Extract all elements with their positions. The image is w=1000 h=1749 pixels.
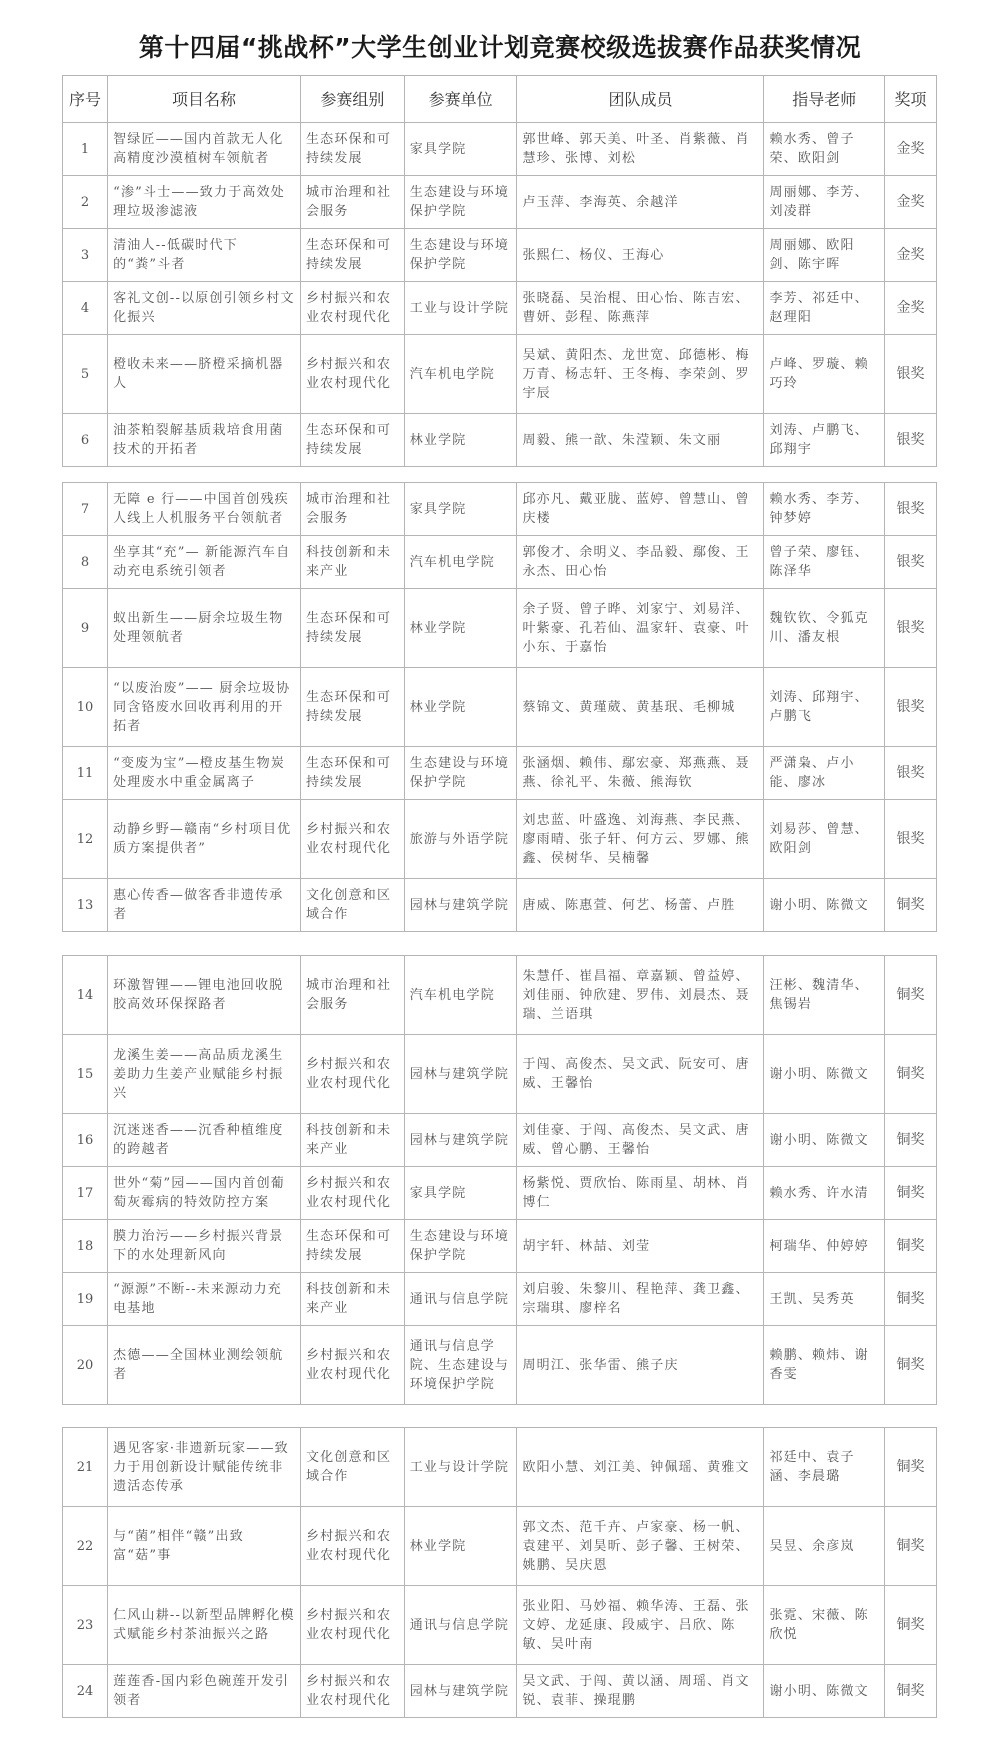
cell-unit: 林业学院 <box>404 1507 517 1586</box>
cell-advisor: 魏钦钦、令狐克川、潘友根 <box>764 589 885 668</box>
cell-advisor: 王凯、吴秀英 <box>764 1273 885 1326</box>
cell-group: 乡村振兴和农业农村现代化 <box>300 1665 404 1718</box>
cell-award: 金奖 <box>885 123 937 176</box>
page-title: 第十四届“挑战杯”大学生创业计划竞赛校级选拔赛作品获奖情况 <box>138 33 862 62</box>
cell-unit: 工业与设计学院 <box>404 1428 517 1507</box>
cell-award: 金奖 <box>885 229 937 282</box>
cell-award: 铜奖 <box>885 1665 937 1718</box>
cell-advisor: 祁廷中、袁子涵、李晨璐 <box>764 1428 885 1507</box>
cell-award: 金奖 <box>885 176 937 229</box>
cell-advisor: 李芳、祁廷中、赵理阳 <box>764 282 885 335</box>
table-row <box>63 1665 937 1718</box>
cell-project-name: 膜力治污——乡村振兴背景下的水处理新风向 <box>108 1220 301 1273</box>
cell-members: 刘忠蓝、叶盛逸、刘海燕、李民燕、廖雨晴、张子轩、何方云、罗娜、熊鑫、侯树华、吴楠馨 <box>517 800 764 879</box>
cell-award: 铜奖 <box>885 956 937 1035</box>
cell-members: 张晓磊、吴治棍、田心怡、陈吉宏、曹妍、彭程、陈燕萍 <box>517 282 764 335</box>
cell-project-name: 动静乡野—赣南“乡村项目优质方案提供者” <box>108 800 301 879</box>
cell-group: 科技创新和未来产业 <box>300 1114 404 1167</box>
cell-advisor: 卢峰、罗璇、赖巧玲 <box>764 335 885 414</box>
awards-table-continued-2 <box>62 955 937 1405</box>
cell-members: 邱亦凡、戴亚胧、蓝婷、曾慧山、曾庆楼 <box>517 483 764 536</box>
cell-project-name: 清油人--低碳时代下的“粪”斗者 <box>108 229 301 282</box>
table-row <box>63 1114 937 1167</box>
cell-award: 金奖 <box>885 282 937 335</box>
cell-advisor: 谢小明、陈微文 <box>764 879 885 932</box>
cell-award: 银奖 <box>885 668 937 747</box>
table-row <box>63 335 937 414</box>
cell-row-index: 3 <box>63 229 108 282</box>
cell-project-name: 惠心传香—做客香非遗传承者 <box>108 879 301 932</box>
cell-award: 铜奖 <box>885 1586 937 1665</box>
cell-advisor: 谢小明、陈微文 <box>764 1114 885 1167</box>
header-index: 序号 <box>63 76 108 123</box>
cell-advisor: 谢小明、陈微文 <box>764 1665 885 1718</box>
cell-unit: 林业学院 <box>404 414 517 467</box>
cell-unit: 通讯与信息学院 <box>404 1273 517 1326</box>
cell-unit: 工业与设计学院 <box>404 282 517 335</box>
cell-project-name: “渗”斗士——致力于高效处理垃圾渗滤液 <box>108 176 301 229</box>
cell-unit: 园林与建筑学院 <box>404 1665 517 1718</box>
cell-advisor: 严潇枭、卢小能、廖冰 <box>764 747 885 800</box>
cell-group: 文化创意和区域合作 <box>300 1428 404 1507</box>
cell-members: 郭文杰、范千卉、卢家豪、杨一帆、袁建平、刘昊昕、彭子馨、王树荣、姚鹏、吴庆恩 <box>517 1507 764 1586</box>
table-row <box>63 282 937 335</box>
cell-unit: 旅游与外语学院 <box>404 800 517 879</box>
cell-members: 郭世峰、郭天美、叶圣、肖紫薇、肖慧珍、张博、刘松 <box>517 123 764 176</box>
cell-members: 张涵烟、赖伟、鄢宏豪、郑燕燕、聂燕、徐礼平、朱薇、熊海钦 <box>517 747 764 800</box>
cell-members: 欧阳小慧、刘江美、钟佩瑶、黄雅文 <box>517 1428 764 1507</box>
cell-project-name: “以废治废”—— 厨余垃圾协同含铬废水回收再利用的开拓者 <box>108 668 301 747</box>
cell-group: 城市治理和社会服务 <box>300 176 404 229</box>
header-group: 参赛组别 <box>300 76 404 123</box>
cell-award: 银奖 <box>885 589 937 668</box>
cell-group: 乡村振兴和农业农村现代化 <box>300 1035 404 1114</box>
table-row <box>63 956 937 1035</box>
cell-advisor: 吴昱、余彦岚 <box>764 1507 885 1586</box>
cell-group: 乡村振兴和农业农村现代化 <box>300 1586 404 1665</box>
cell-members: 张业阳、马妙福、赖华涛、王磊、张文婷、龙延康、段威宇、吕欣、陈敏、吴叶南 <box>517 1586 764 1665</box>
cell-members: 刘佳豪、于闯、高俊杰、吴文武、唐威、曾心鹏、王馨怡 <box>517 1114 764 1167</box>
cell-members: 周明江、张华雷、熊子庆 <box>517 1326 764 1405</box>
table-row <box>63 668 937 747</box>
cell-award: 银奖 <box>885 800 937 879</box>
table-row <box>63 879 937 932</box>
cell-advisor: 赖水秀、曾子荣、欧阳剑 <box>764 123 885 176</box>
awards-table-continued-1 <box>62 482 937 932</box>
cell-members: 朱慧仟、崔昌福、章嘉颖、曾益婷、刘佳丽、钟欣建、罗伟、刘晨杰、聂瑞、兰语琪 <box>517 956 764 1035</box>
cell-project-name: 智绿匠——国内首款无人化高精度沙漠植树车领航者 <box>108 123 301 176</box>
cell-group: 城市治理和社会服务 <box>300 956 404 1035</box>
cell-row-index: 15 <box>63 1035 108 1114</box>
cell-group: 生态环保和可持续发展 <box>300 414 404 467</box>
table-row <box>63 1273 937 1326</box>
cell-row-index: 4 <box>63 282 108 335</box>
cell-award: 铜奖 <box>885 1273 937 1326</box>
table-row <box>63 1167 937 1220</box>
cell-unit: 园林与建筑学院 <box>404 1035 517 1114</box>
cell-award: 铜奖 <box>885 1220 937 1273</box>
cell-project-name: 仁风山耕--以新型品牌孵化模式赋能乡村茶油振兴之路 <box>108 1586 301 1665</box>
cell-advisor: 刘涛、邱翔宇、卢鹏飞 <box>764 668 885 747</box>
cell-group: 乡村振兴和农业农村现代化 <box>300 282 404 335</box>
cell-row-index: 22 <box>63 1507 108 1586</box>
cell-row-index: 13 <box>63 879 108 932</box>
cell-group: 生态环保和可持续发展 <box>300 668 404 747</box>
cell-members: 唐威、陈惠萱、何艺、杨蕾、卢胜 <box>517 879 764 932</box>
cell-unit: 生态建设与环境保护学院 <box>404 1220 517 1273</box>
cell-members: 吴斌、黄阳杰、龙世宽、邱德彬、梅万青、杨志轩、王冬梅、李荣剑、罗宇辰 <box>517 335 764 414</box>
header-advisor: 指导老师 <box>764 76 885 123</box>
cell-project-name: “源源”不断--未来源动力充电基地 <box>108 1273 301 1326</box>
cell-members: 卢玉萍、李海英、余越洋 <box>517 176 764 229</box>
cell-project-name: “变废为宝”—橙皮基生物炭处理废水中重金属离子 <box>108 747 301 800</box>
cell-advisor: 柯瑞华、仲婷婷 <box>764 1220 885 1273</box>
cell-row-index: 7 <box>63 483 108 536</box>
cell-row-index: 19 <box>63 1273 108 1326</box>
table-row <box>63 747 937 800</box>
cell-row-index: 1 <box>63 123 108 176</box>
table-header-row <box>63 76 937 123</box>
cell-group: 生态环保和可持续发展 <box>300 123 404 176</box>
cell-project-name: 龙溪生姜——高品质龙溪生姜助力生姜产业赋能乡村振兴 <box>108 1035 301 1114</box>
cell-advisor: 张霓、宋薇、陈欣悦 <box>764 1586 885 1665</box>
cell-project-name: 油茶粕裂解基质栽培食用菌技术的开拓者 <box>108 414 301 467</box>
cell-members: 胡宇轩、林喆、刘莹 <box>517 1220 764 1273</box>
cell-unit: 园林与建筑学院 <box>404 879 517 932</box>
cell-award: 铜奖 <box>885 879 937 932</box>
cell-group: 乡村振兴和农业农村现代化 <box>300 1167 404 1220</box>
cell-project-name: 世外“菊”园——国内首创葡萄灰霉病的特效防控方案 <box>108 1167 301 1220</box>
cell-members: 吴文武、于闯、黄以涵、周瑶、肖文锐、袁菲、操琨鹏 <box>517 1665 764 1718</box>
cell-row-index: 10 <box>63 668 108 747</box>
cell-project-name: 蚁出新生——厨余垃圾生物处理领航者 <box>108 589 301 668</box>
cell-unit: 生态建设与环境保护学院 <box>404 229 517 282</box>
table-row <box>63 1220 937 1273</box>
table-row <box>63 229 937 282</box>
cell-award: 铜奖 <box>885 1326 937 1405</box>
cell-unit: 生态建设与环境保护学院 <box>404 176 517 229</box>
cell-unit: 林业学院 <box>404 668 517 747</box>
cell-group: 生态环保和可持续发展 <box>300 229 404 282</box>
cell-row-index: 8 <box>63 536 108 589</box>
cell-advisor: 刘易莎、曾慧、欧阳剑 <box>764 800 885 879</box>
table-row <box>63 800 937 879</box>
cell-advisor: 汪彬、魏清华、焦锡岩 <box>764 956 885 1035</box>
cell-unit: 通讯与信息学院 <box>404 1586 517 1665</box>
awards-table <box>62 75 937 467</box>
cell-unit: 家具学院 <box>404 123 517 176</box>
cell-group: 生态环保和可持续发展 <box>300 747 404 800</box>
cell-row-index: 9 <box>63 589 108 668</box>
table-row <box>63 1326 937 1405</box>
cell-group: 生态环保和可持续发展 <box>300 1220 404 1273</box>
table-row <box>63 483 937 536</box>
cell-advisor: 曾子荣、廖钰、陈泽华 <box>764 536 885 589</box>
cell-row-index: 14 <box>63 956 108 1035</box>
cell-project-name: 橙收未来——脐橙采摘机器人 <box>108 335 301 414</box>
cell-group: 科技创新和未来产业 <box>300 536 404 589</box>
cell-award: 铜奖 <box>885 1428 937 1507</box>
cell-unit: 通讯与信息学院、生态建设与环境保护学院 <box>404 1326 517 1405</box>
cell-group: 文化创意和区域合作 <box>300 879 404 932</box>
cell-award: 银奖 <box>885 483 937 536</box>
cell-members: 周毅、熊一歆、朱滢颖、朱文丽 <box>517 414 764 467</box>
cell-row-index: 5 <box>63 335 108 414</box>
cell-advisor: 赖鹏、赖炜、谢香雯 <box>764 1326 885 1405</box>
cell-project-name: 环激智锂——锂电池回收脱胶高效环保探路者 <box>108 956 301 1035</box>
cell-row-index: 18 <box>63 1220 108 1273</box>
cell-unit: 家具学院 <box>404 1167 517 1220</box>
cell-row-index: 11 <box>63 747 108 800</box>
cell-row-index: 21 <box>63 1428 108 1507</box>
cell-unit: 汽车机电学院 <box>404 956 517 1035</box>
cell-project-name: 遇见客家·非遗新玩家——致力于用创新设计赋能传统非遗活态传承 <box>108 1428 301 1507</box>
cell-unit: 园林与建筑学院 <box>404 1114 517 1167</box>
cell-project-name: 沉迷迷香——沉香种植维度的跨越者 <box>108 1114 301 1167</box>
header-unit: 参赛单位 <box>404 76 517 123</box>
header-members: 团队成员 <box>517 76 764 123</box>
table-row <box>63 589 937 668</box>
cell-members: 蔡锦文、黄瑾葳、黄基珉、毛柳城 <box>517 668 764 747</box>
cell-project-name: 莲莲香-国内彩色碗莲开发引领者 <box>108 1665 301 1718</box>
cell-advisor: 赖水秀、许水清 <box>764 1167 885 1220</box>
cell-award: 银奖 <box>885 335 937 414</box>
cell-group: 乡村振兴和农业农村现代化 <box>300 1326 404 1405</box>
table-row <box>63 176 937 229</box>
cell-project-name: 杰德——全国林业测绘领航者 <box>108 1326 301 1405</box>
cell-project-name: 客礼文创--以原创引领乡村文化振兴 <box>108 282 301 335</box>
cell-row-index: 24 <box>63 1665 108 1718</box>
cell-row-index: 20 <box>63 1326 108 1405</box>
cell-members: 于闯、高俊杰、吴文武、阮安可、唐威、王馨怡 <box>517 1035 764 1114</box>
cell-project-name: 无障 e 行——中国首创残疾人线上人机服务平台领航者 <box>108 483 301 536</box>
table-row <box>63 536 937 589</box>
cell-members: 刘启骏、朱黎川、程艳萍、龚卫鑫、宗瑞琪、廖梓名 <box>517 1273 764 1326</box>
cell-members: 余子贤、曾子晔、刘家宁、刘易洋、叶紫豪、孔若仙、温家轩、袁豪、叶小东、于嘉怡 <box>517 589 764 668</box>
cell-award: 银奖 <box>885 536 937 589</box>
cell-advisor: 周丽娜、欧阳剑、陈宇晖 <box>764 229 885 282</box>
cell-group: 乡村振兴和农业农村现代化 <box>300 800 404 879</box>
cell-project-name: 坐享其“充”— 新能源汽车自动充电系统引领者 <box>108 536 301 589</box>
cell-advisor: 赖水秀、李芳、钟梦婷 <box>764 483 885 536</box>
cell-award: 铜奖 <box>885 1035 937 1114</box>
cell-group: 乡村振兴和农业农村现代化 <box>300 1507 404 1586</box>
cell-group: 科技创新和未来产业 <box>300 1273 404 1326</box>
cell-row-index: 23 <box>63 1586 108 1665</box>
cell-advisor: 谢小明、陈微文 <box>764 1035 885 1114</box>
cell-unit: 家具学院 <box>404 483 517 536</box>
table-row <box>63 1428 937 1507</box>
cell-unit: 林业学院 <box>404 589 517 668</box>
cell-row-index: 16 <box>63 1114 108 1167</box>
cell-group: 乡村振兴和农业农村现代化 <box>300 335 404 414</box>
cell-advisor: 周丽娜、李芳、刘凌群 <box>764 176 885 229</box>
table-row <box>63 123 937 176</box>
cell-row-index: 2 <box>63 176 108 229</box>
table-row <box>63 1586 937 1665</box>
cell-unit: 汽车机电学院 <box>404 536 517 589</box>
awards-table-continued-3 <box>62 1427 937 1718</box>
cell-award: 铜奖 <box>885 1114 937 1167</box>
header-award: 奖项 <box>885 76 937 123</box>
cell-unit: 生态建设与环境保护学院 <box>404 747 517 800</box>
cell-award: 银奖 <box>885 414 937 467</box>
cell-row-index: 17 <box>63 1167 108 1220</box>
table-row <box>63 414 937 467</box>
cell-unit: 汽车机电学院 <box>404 335 517 414</box>
cell-members: 杨紫悦、贾欣怡、陈雨星、胡林、肖博仁 <box>517 1167 764 1220</box>
cell-group: 生态环保和可持续发展 <box>300 589 404 668</box>
cell-members: 张熙仁、杨仪、王海心 <box>517 229 764 282</box>
cell-award: 铜奖 <box>885 1167 937 1220</box>
cell-advisor: 刘涛、卢鹏飞、邱翔宇 <box>764 414 885 467</box>
cell-group: 城市治理和社会服务 <box>300 483 404 536</box>
cell-row-index: 12 <box>63 800 108 879</box>
header-project-name: 项目名称 <box>108 76 301 123</box>
cell-award: 铜奖 <box>885 1507 937 1586</box>
cell-project-name: 与“菌”相伴“赣”出致富“菇”事 <box>108 1507 301 1586</box>
table-row <box>63 1035 937 1114</box>
cell-award: 银奖 <box>885 747 937 800</box>
cell-members: 郭俊才、余明义、李品毅、鄢俊、王永杰、田心怡 <box>517 536 764 589</box>
table-row <box>63 1507 937 1586</box>
cell-row-index: 6 <box>63 414 108 467</box>
